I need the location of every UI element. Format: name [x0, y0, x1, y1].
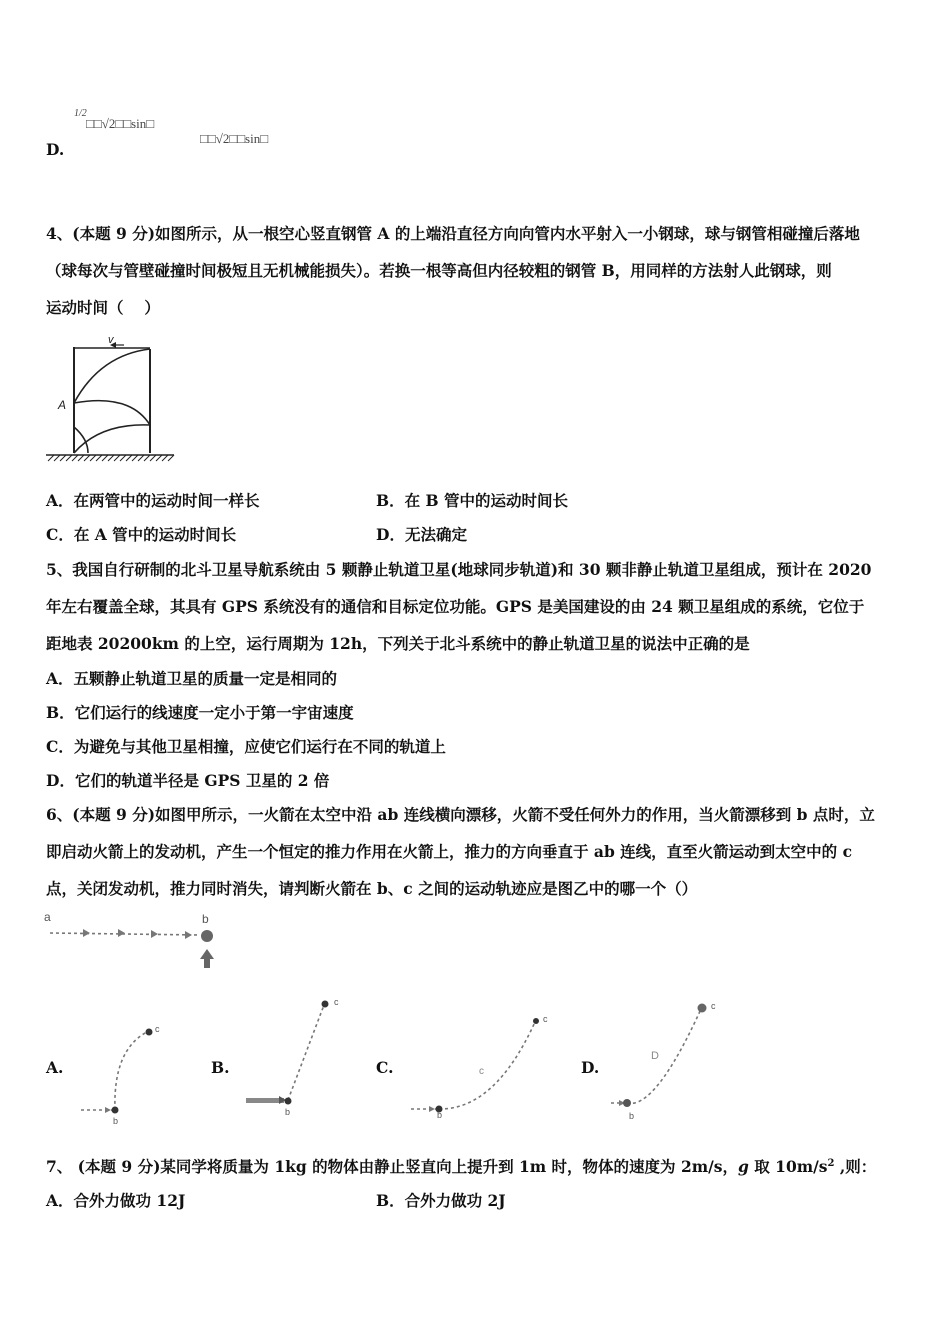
q4-trajectory-3 [74, 425, 150, 453]
q4-option-a[interactable]: A．在两管中的运动时间一样长 [46, 491, 260, 510]
q4-option-b[interactable]: B．在 B 管中的运动时间长 [376, 491, 568, 510]
q6-figure-label-a: a [44, 910, 51, 924]
q6-option-a-label[interactable]: A. [46, 1058, 64, 1077]
q4-trajectory-1 [74, 349, 150, 403]
q4-trajectory-2 [74, 401, 150, 425]
q6-b-label-b: b [285, 1107, 291, 1117]
q4-trajectory-4 [74, 427, 88, 453]
q5-option-a[interactable]: A．五颗静止轨道卫星的质量一定是相同的 [46, 669, 338, 688]
q5-text-line-2: 年左右覆盖全球，其具有 GPS 系统没有的通信和目标定位功能。GPS 是美国建设的由 24 颗卫星组成的系统，它位于 [46, 597, 865, 616]
q5-text-line-1: 5、我国自行研制的北斗卫星导航系统由 5 颗静止轨道卫星(地球同步轨道)和 30 颗非静止轨道卫星组成，预计在 2020 [46, 560, 872, 579]
q7-text-mid: 取 10m/s [748, 1157, 828, 1176]
q6-thrust-arrow-shaft [204, 958, 210, 968]
q6-c-label-c: c [543, 1014, 548, 1024]
q4-ground-hatching [48, 455, 174, 461]
q6-text-line-2: 即启动火箭上的发动机，产生一个恒定的推力作用在火箭上，推力的方向垂直于 ab 连线，直至火箭运动到太空中的 c [46, 842, 853, 861]
q4-text-line-3: 运动时间（ ） [46, 298, 160, 317]
q6-thrust-arrowhead [200, 949, 214, 959]
q7-text-line [46, 1155, 876, 1177]
q7-symbol-g: g [738, 1157, 749, 1176]
q5-option-c[interactable]: C．为避免与其他卫星相撞，应使它们运行在不同的轨道上 [46, 737, 446, 756]
q5-option-b[interactable]: B．它们运行的线速度一定小于第一宇宙速度 [46, 703, 354, 722]
q7-text-pre: 7、 (本题 9 分)某同学将质量为 1kg 的物体由静止竖直向上提升到 1m 时，物体的速度为 2m/s， [46, 1157, 739, 1176]
q6-option-c-label[interactable]: C. [376, 1058, 394, 1077]
q6-d-label-b: b [629, 1111, 635, 1121]
q4-label-v: v [108, 334, 114, 346]
q7-superscript: 2 [827, 1157, 835, 1169]
q4-option-c[interactable]: C．在 A 管中的运动时间长 [46, 525, 237, 544]
q6-rocket-at-b [201, 930, 213, 942]
q6-c-curve-label: c [479, 1066, 484, 1077]
q3-option-d-label: D. [46, 140, 65, 159]
q6-text-line-1: 6、(本题 9 分)如图甲所示，一火箭在太空中沿 ab 连线横向漂移，火箭不受任何外力的作用，当火箭漂移到 b 点时，立 [46, 805, 875, 824]
q7-text-post: ,则： [834, 1157, 877, 1176]
q3-formula-1: □□√2□□sin□ [86, 116, 155, 131]
q6-a-label-c: c [155, 1024, 160, 1034]
q6-option-b-figure[interactable] [240, 995, 360, 1125]
q3-formula-fraction: 1/2 [74, 108, 87, 119]
q4-text-line-2: （球每次与管壁碰撞时间极短且无机械能损失）。若换一根等高但内径较粗的钢管 B，用同样的方法射人此钢球，则 [46, 261, 832, 280]
q6-figure-jia [40, 905, 230, 975]
q6-drift-arrowhead-4 [185, 931, 192, 939]
q7-option-b[interactable]: B．合外力做功 2J [376, 1191, 506, 1210]
q6-d-curve-label: D [651, 1050, 659, 1062]
q6-figure-label-b: b [202, 912, 209, 926]
q5-option-d[interactable]: D．它们的轨道半径是 GPS 卫星的 2 倍 [46, 771, 330, 790]
q6-option-c-figure[interactable] [405, 1010, 565, 1120]
q6-drift-arrowhead-2 [118, 929, 125, 937]
q4-text-line-1: 4、(本题 9 分)如图所示，从一根空心竖直钢管 A 的上端沿直径方向向管内水平射入一小钢球，球与钢管相碰撞后落地 [46, 224, 860, 243]
q7-option-a[interactable]: A．合外力做功 12J [46, 1191, 186, 1210]
q4-label-a: A [58, 398, 67, 412]
q6-drift-path [50, 933, 200, 935]
q6-d-label-c: c [711, 1001, 716, 1011]
q4-tube-figure [40, 335, 180, 465]
q4-option-d[interactable]: D．无法确定 [376, 525, 467, 544]
q6-drift-arrowhead-3 [151, 930, 158, 938]
q6-option-d-figure[interactable] [605, 995, 735, 1125]
q3-formula-2: □□√2□□sin□ [200, 131, 269, 146]
q6-option-b-label[interactable]: B. [211, 1058, 230, 1077]
q6-a-label-b: b [113, 1116, 119, 1126]
q6-option-d-label[interactable]: D. [581, 1058, 600, 1077]
q6-text-line-3: 点，关闭发动机，推力同时消失，请判断火箭在 b、c 之间的运动轨迹应是图乙中的哪一个（） [46, 879, 698, 898]
q5-text-line-3: 距地表 20200km 的上空，运行周期为 12h，下列关于北斗系统中的静止轨道卫星的说法中正确的是 [46, 634, 750, 653]
q6-drift-arrowhead-1 [83, 929, 90, 937]
q6-option-a-figure[interactable] [75, 1020, 175, 1130]
q6-c-label-b: b [437, 1110, 443, 1120]
q6-b-label-c: c [334, 997, 339, 1007]
